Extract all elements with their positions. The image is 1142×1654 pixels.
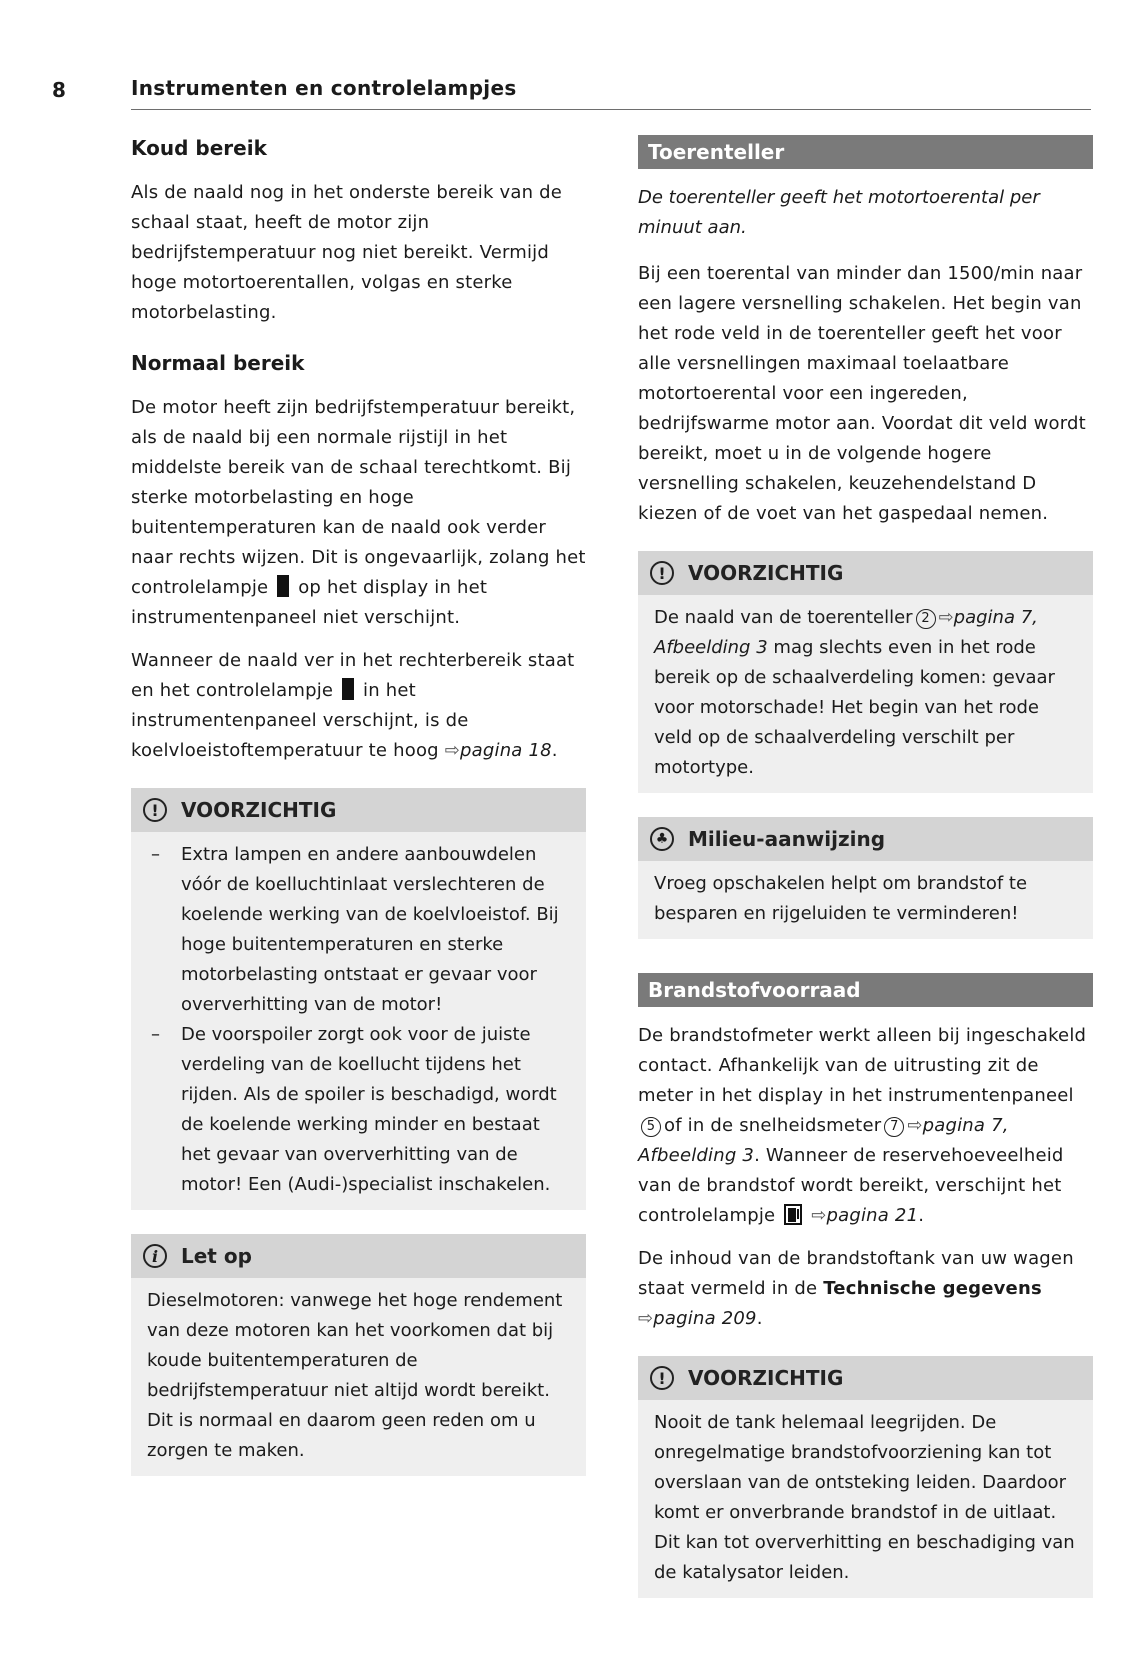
environment-note-box: [638, 817, 1093, 939]
page-ref-link[interactable]: pagina 209: [653, 1308, 757, 1329]
callout-number: 7: [884, 1117, 904, 1137]
page-ref-link[interactable]: pagina 7, Afbeelding 3: [654, 607, 1038, 658]
environment-title: Milieu-aanwijzing: [688, 827, 886, 851]
brandstof-text-d: De inhoud van de brandstoftank van uw wagen staat vermeld in de: [638, 1248, 1074, 1299]
normaal-bereik-text-2: [131, 646, 586, 766]
exclamation-icon: !: [650, 561, 674, 585]
caution-box-header: [638, 1356, 1093, 1400]
caution-box-header: [638, 551, 1093, 595]
page-ref-link[interactable]: pagina 18: [460, 740, 552, 761]
caution-list: [147, 840, 572, 1200]
callout-number: 5: [641, 1117, 661, 1137]
normaal-text-b: op het display in het instrumentenpaneel niet verschijnt.: [131, 577, 488, 628]
caution-box-tachometer: [638, 551, 1093, 793]
toerenteller-intro: De toerenteller geeft het motortoerental per minuut aan.: [638, 187, 1040, 238]
normaal-text-c: Wanneer de naald ver in het rechterbereik staat en het controlelampje: [131, 650, 575, 701]
normaal-bereik-heading: Normaal bereik: [131, 351, 305, 375]
brandstof-text-2: [638, 1244, 1093, 1334]
brandstof-text-1: [638, 1021, 1093, 1231]
normaal-text-d: in het instrumentenpaneel verschijnt, is de koelvloeistoftemperatuur te hoog: [131, 680, 469, 761]
page-ref-link[interactable]: pagina 21: [826, 1205, 919, 1226]
callout-number: 2: [916, 609, 936, 629]
caution-box-header: [131, 788, 586, 832]
page-ref-arrow: ⇨: [811, 1205, 827, 1226]
brandstofvoorraad-heading: Brandstofvoorraad: [638, 973, 1093, 1007]
chapter-title: Instrumenten en controlelampjes: [131, 76, 517, 100]
header-rule: [131, 109, 1091, 110]
left-column: [131, 135, 586, 1500]
sentence-end: .: [918, 1205, 925, 1226]
sentence-end: .: [551, 740, 558, 761]
caution-box-cooling: [131, 788, 586, 1210]
page-ref-arrow: ⇨: [444, 740, 461, 761]
page-ref-arrow: ⇨: [938, 607, 954, 628]
caution-text-a: De naald van de toerenteller: [654, 607, 913, 628]
caution-list-item: – De voorspoiler zorgt ook voor de juiste verdeling van de koellucht tijdens het rijden. Als de spoiler is beschadigd, wordt de koelende werking minder en bestaat het gevaar van oververhitting van de motor! Een (Audi-)specialist inschakelen.: [147, 1020, 572, 1200]
caution-box-body: [638, 595, 1093, 793]
brandstof-text-a: De brandstofmeter werkt alleen bij ingeschakeld contact. Afhankelijk van de uitrusting zit de meter in het display in het instrumentenpaneel: [638, 1025, 1087, 1106]
caution-text-b: mag slechts even in het rode bereik op de schaalverdeling komen: gevaar voor motorschade! Het begin van het rode veld op de schaalverdeling verschilt per motortype.: [654, 637, 1055, 778]
toerenteller-text: Bij een toerental van minder dan 1500/min naar een lagere versnelling schakelen. Het begin van het rode veld in de toerenteller geeft het voor alle versnellingen maximaal toelaatbare motortoerental voor een ingereden, bedrijfswarme motor aan. Voordat dit veld wordt bereikt, moet u in de volgende hogere versnelling schakelen, keuzehendelstand D kiezen of de voet van het gaspedaal nemen.: [638, 263, 1086, 524]
exclamation-icon: !: [650, 1366, 674, 1390]
page-number: 8: [52, 78, 66, 102]
coolant-warning-lamp-icon: [277, 575, 289, 597]
page-ref-arrow: ⇨: [638, 1308, 654, 1329]
caution-box-fuel: [638, 1356, 1093, 1598]
sentence-end: .: [756, 1308, 763, 1329]
coolant-warning-lamp-icon-2: [342, 678, 354, 700]
brandstof-text-c: . Wanneer de reservehoeveelheid van de brandstof wordt bereikt, verschijnt het controlelampje: [638, 1145, 1064, 1226]
caution-box-body: Nooit de tank helemaal leegrijden. De onregelmatige brandstofvoorziening kan tot overslaan van de ontsteking leiden. Daardoor komt er onverbrande brandstof in de uitlaat. Dit kan tot oververhitting en beschadiging van de katalysator leiden.: [654, 1412, 1075, 1583]
note-box-header: [131, 1234, 586, 1278]
page-ref-link[interactable]: pagina 7, Afbeelding 3: [638, 1115, 1009, 1166]
caution-list-item: – Extra lampen en andere aanbouwdelen vóór de koelluchtinlaat verslechteren de koelende werking van de koelvloeistof. Bij hoge buitentemperaturen en sterke motorbelasting ontstaat er gevaar voor oververhitting van de motor!: [147, 840, 572, 1020]
brandstof-text-b: of in de snelheidsmeter: [664, 1115, 882, 1136]
environment-tree-icon: ♣: [650, 827, 674, 851]
fuel-pump-icon: [784, 1204, 802, 1225]
toerenteller-heading: Toerenteller: [638, 135, 1093, 169]
exclamation-icon: !: [143, 798, 167, 822]
technische-gegevens-label: Technische gegevens: [823, 1278, 1042, 1299]
caution-title: VOORZICHTIG: [181, 798, 337, 822]
caution-title: VOORZICHTIG: [688, 1366, 844, 1390]
note-title: Let op: [181, 1244, 252, 1268]
environment-box-header: [638, 817, 1093, 861]
note-box-diesel: [131, 1234, 586, 1476]
note-box-body: Dieselmotoren: vanwege het hoge rendement van deze motoren kan het voorkomen dat bij koude buitentemperaturen de bedrijfstemperatuur niet altijd wordt bereikt. Dit is normaal en daarom geen reden om u zorgen te maken.: [147, 1290, 563, 1461]
caution-box-body: [131, 832, 586, 1210]
environment-box-body: Vroeg opschakelen helpt om brandstof te besparen en rijgeluiden te verminderen!: [654, 873, 1028, 924]
koud-bereik-heading: Koud bereik: [131, 136, 267, 160]
normaal-bereik-text: [131, 393, 586, 633]
page-ref-arrow: ⇨: [907, 1115, 923, 1136]
koud-bereik-text: Als de naald nog in het onderste bereik van de schaal staat, heeft de motor zijn bedrijfstemperatuur nog niet bereikt. Vermijd hoge motortoerentallen, volgas en sterke motorbelasting.: [131, 182, 563, 323]
normaal-text-a: De motor heeft zijn bedrijfstemperatuur bereikt, als de naald bij een normale rijstijl in het middelste bereik van de schaal terechtkomt. Bij sterke motorbelasting en hoge buitentemperaturen kan de naald ook verder naar rechts wijzen. Dit is ongevaarlijk, zolang het controlelampje: [131, 397, 586, 598]
info-icon: i: [143, 1244, 167, 1268]
right-column: [638, 135, 1093, 1622]
caution-title: VOORZICHTIG: [688, 561, 844, 585]
